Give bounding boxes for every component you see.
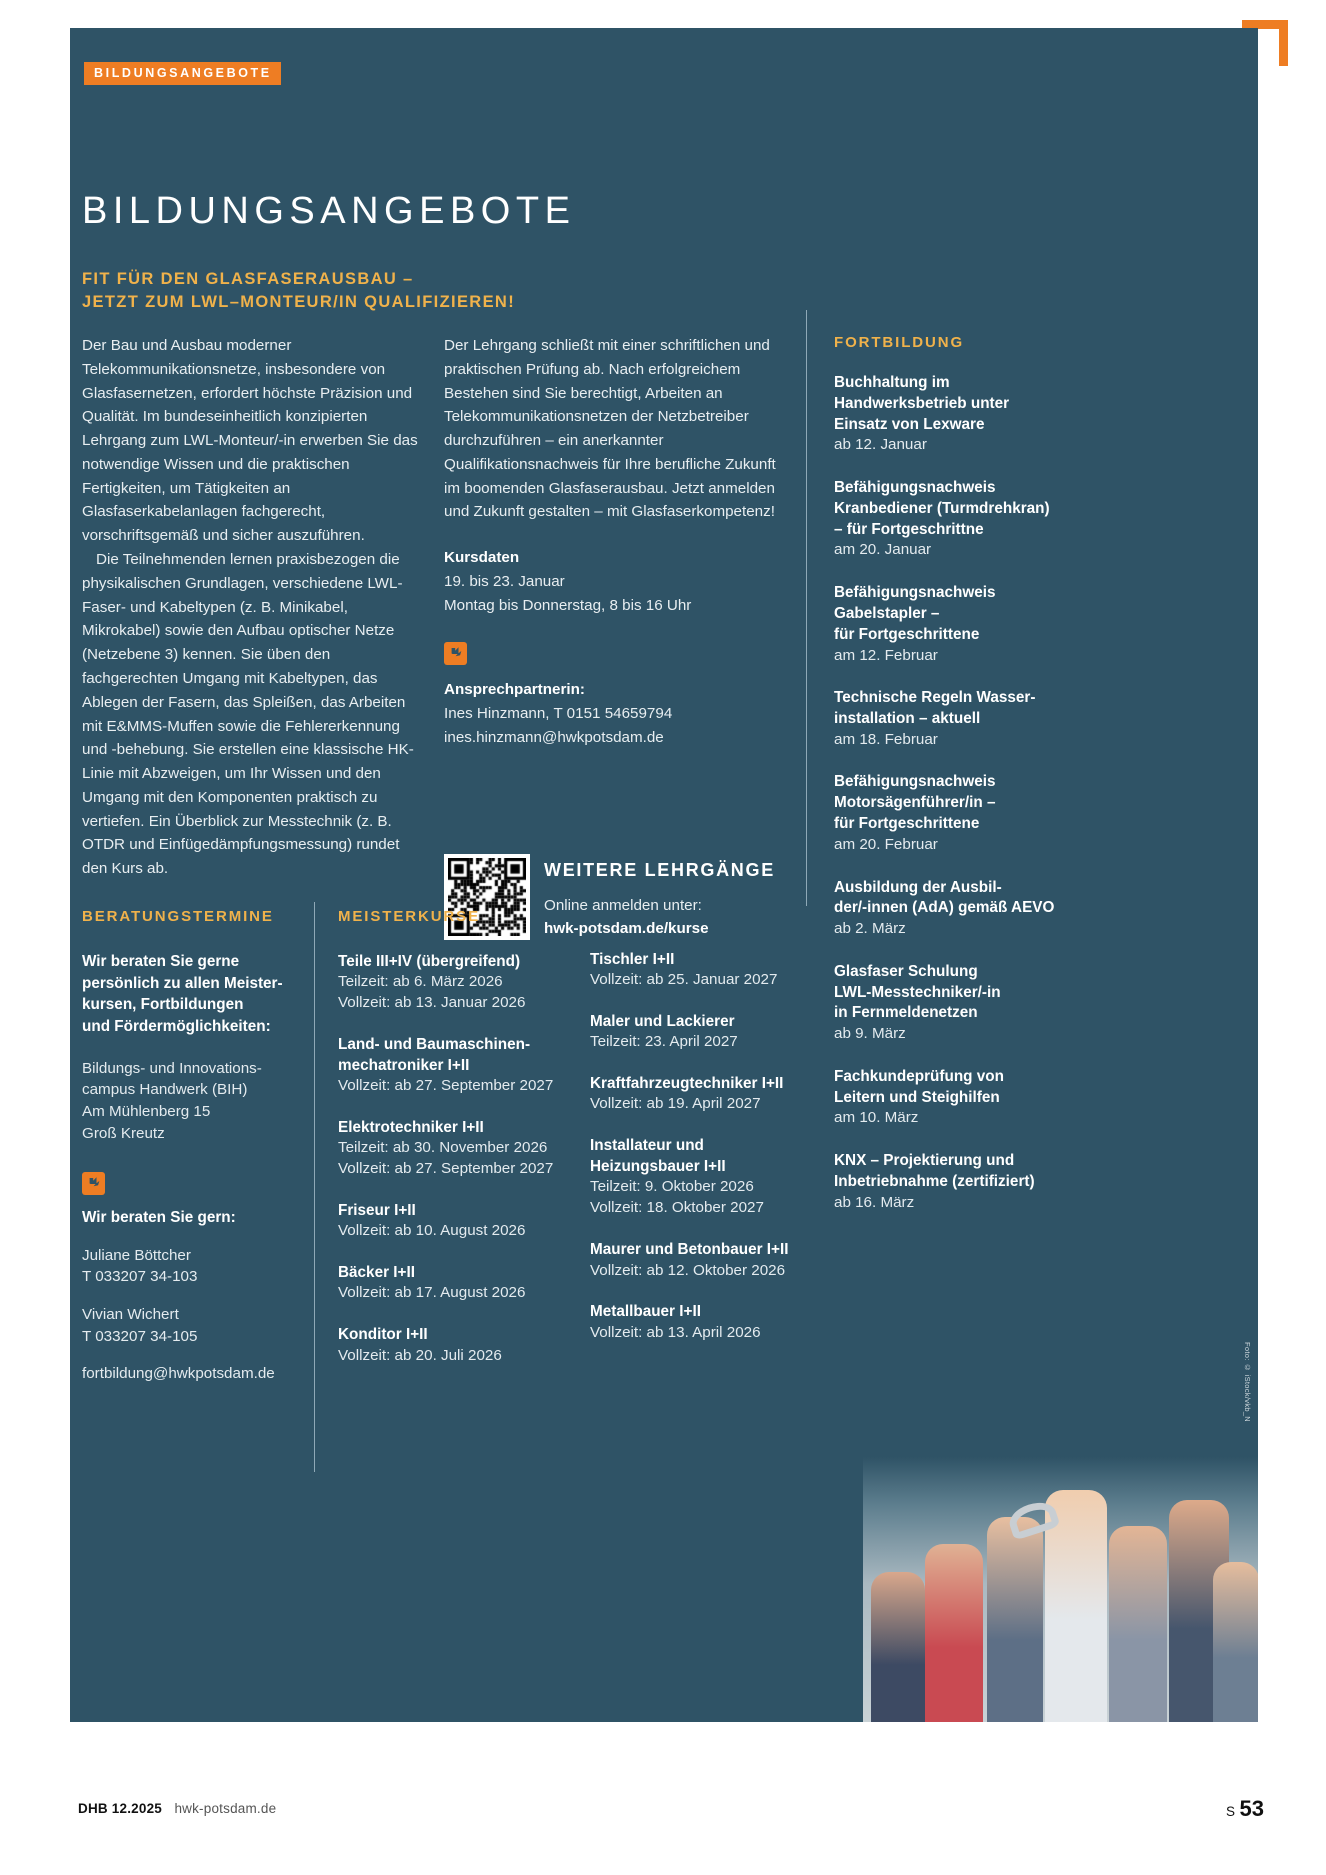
meisterkurs-title: Konditor I+II — [338, 1326, 428, 1344]
fortbildung-item-date: ab 2. März — [834, 920, 906, 938]
meisterkurs-schedule: Teilzeit: 23. April 2027 — [590, 1033, 738, 1051]
contact-phone-line: Ines Hinzmann, T 0151 54659794 — [444, 705, 673, 723]
article-paragraph-2: Die Teilnehmenden lernen praxisbezogen die physikalischen Grundlagen, verschiedene LWL-Faser- und Kabeltypen (z. B. Minikabel, Mikrokabel) sowie den Aufbau optischer Netze (Netzebene 3) kennen. Sie üben den fachgerechten Umgang mit Kabeltypen, das Ablegen der Fasern, das Spleißen, das Arbeiten mit E&MMS-Muffen sowie die Fehlererkennung und -behebung. Sie erstellen eine klassische HK-Linie mit Abzweigen, um Ihr Wissen und den Umgang mit den Komponenten praktisch zu vertiefen. Ein Überblick zur Messtechnik (z. B. OTDR und Einfügedämpfungsmessung) rundet den Kurs ab. — [82, 551, 414, 878]
meisterkurs-item[interactable] — [590, 1301, 822, 1343]
kursdaten-line-2: Montag bis Donnerstag, 8 bis 16 Uhr — [444, 596, 692, 614]
fortbildung-item[interactable] — [834, 373, 1084, 456]
page-title: BILDUNGSANGEBOTE — [82, 190, 576, 232]
fortbildung-item-title: Befähigungsnachweis Gabelstapler – für Fortgeschrittene — [834, 584, 996, 643]
beratung-contact-phone[interactable]: T 033207 34-103 — [82, 1268, 198, 1286]
kurse-url[interactable]: hwk-potsdam.de/kurse — [544, 919, 709, 937]
fortbildung-item[interactable] — [834, 478, 1084, 561]
meisterkurs-schedule: Vollzeit: ab 17. August 2026 — [338, 1284, 526, 1302]
fortbildung-item[interactable] — [834, 962, 1084, 1045]
beratung-contact-name: Vivian Wichert — [82, 1306, 179, 1324]
meisterkurs-item[interactable] — [338, 1324, 570, 1366]
meisterkurs-title: Land- und Baumaschinen- mechatroniker I+II — [338, 1036, 531, 1075]
fortbildung-list — [834, 373, 1084, 1213]
meisterkurs-title: Teile III+IV (übergreifend) — [338, 953, 521, 970]
fortbildung-heading: FORTBILDUNG — [834, 334, 965, 351]
weitere-lehrgaenge-heading: WEITERE LEHRGÄNGE — [544, 860, 775, 880]
article-kicker-line2: JETZT ZUM LWL–MONTEUR/IN QUALIFIZIEREN! — [82, 292, 516, 311]
fortbildung-item-title: Buchhaltung im Handwerksbetrieb unter Einsatz von Lexware — [834, 374, 1010, 433]
beratung-contact — [82, 1304, 304, 1347]
online-anmelden-label: Online anmelden unter: — [544, 897, 702, 914]
meisterkurs-title: Kraftfahrzeugtechniker I+II — [590, 1075, 784, 1093]
fortbildung-item-date: am 18. Februar — [834, 730, 938, 748]
vertical-divider-beratung — [314, 902, 315, 1472]
fortbildung-item-title: Technische Regeln Wasser- installation – aktuell — [834, 689, 1036, 727]
meisterkurs-title: Maurer und Betonbauer I+II — [590, 1241, 789, 1259]
photo-raised-fists — [863, 1457, 1258, 1722]
meisterkurs-schedule: Vollzeit: ab 13. April 2026 — [590, 1323, 761, 1341]
contact-heading: Ansprechpartnerin: — [444, 681, 585, 699]
footer-issue: DHB 12.2025 — [78, 1801, 162, 1816]
meisterkurs-item[interactable] — [338, 1262, 570, 1304]
meisterkurs-schedule: Teilzeit: ab 6. März 2026 — [338, 973, 503, 991]
article-paragraph-1: Der Bau und Ausbau moderner Telekommunikationsnetze, insbesondere von Glasfasernetzen, erfordert höchste Präzision und Qualität. Im bundeseinheitlich konzipierten Lehrgang zum LWL-Monteur/-in erwerben Sie das notwendige Wissen und die praktischen Fertigkeiten, um Tätigkeiten an Glasfaserkabelanlagen fachgerecht, vorschriftsgemäß und sicher auszuführen. — [82, 337, 418, 545]
vertical-divider-article — [806, 310, 807, 906]
fortbildung-item-date: am 20. Februar — [834, 835, 938, 853]
meisterkurs-schedule: Teilzeit: 9. Oktober 2026 — [590, 1178, 754, 1196]
meisterkurs-title: Tischler I+II — [590, 951, 675, 968]
arrow-pointer-icon-beratung — [82, 1172, 105, 1195]
beratungstermine-intro: Wir beraten Sie gerne persönlich zu allen Meister- kursen, Fortbildungen und Fördermöglichkeiten: — [82, 953, 283, 1036]
footer-url: hwk-potsdam.de — [174, 1801, 277, 1816]
fortbildung-item-date: am 20. Januar — [834, 541, 932, 559]
fortbildung-item-title: Ausbildung der Ausbil- der/-innen (AdA) gemäß AEVO — [834, 878, 1055, 917]
footer-right — [1226, 1796, 1264, 1822]
beratung-contact-name: Juliane Böttcher — [82, 1246, 191, 1264]
fortbildung-rail — [834, 334, 1084, 1235]
fortbildung-item-date: ab 16. März — [834, 1193, 915, 1211]
fortbildung-item[interactable] — [834, 1067, 1084, 1129]
meisterkurs-title: Bäcker I+II — [338, 1264, 415, 1282]
meisterkurs-item[interactable] — [590, 1073, 822, 1115]
fortbildung-item[interactable] — [834, 878, 1084, 940]
photo-credit: Foto: © iStock/vkb_N — [1243, 1341, 1252, 1422]
beratungstermine-heading: BERATUNGSTERMINE — [82, 908, 274, 925]
meisterkurs-item[interactable] — [338, 1200, 570, 1242]
meisterkurse-list-b — [590, 949, 822, 1344]
footer-page-number: 53 — [1239, 1796, 1264, 1821]
arrow-pointer-icon — [444, 642, 467, 665]
beratungstermine-column — [82, 908, 304, 1385]
meisterkurs-schedule: Vollzeit: ab 27. September 2027 — [338, 1160, 554, 1178]
meisterkurs-schedule: Vollzeit: ab 25. Januar 2027 — [590, 971, 778, 989]
meisterkurse-column-a — [338, 908, 570, 1387]
meisterkurs-item[interactable] — [590, 949, 822, 991]
kursdaten-heading: Kursdaten — [444, 549, 520, 567]
fortbildung-item-title: Befähigungsnachweis Kranbediener (Turmdrehkran) – für Fortgeschrittne — [834, 479, 1050, 538]
article-paragraph-3: Der Lehrgang schließt mit einer schriftlichen und praktischen Prüfung ab. Nach erfolgreichem Bestehen sind Sie berechtigt, Arbeiten an Telekommunikationsnetzen der Netzbetreiber durchzuführen – ein anerkannter Qualifikationsnachweis für Ihre berufliche Zukunft im boomenden Glasfaserausbau. Jetzt anmelden und Zukunft gestalten – mit Glasfaserkompetenz! — [444, 337, 776, 521]
main-panel — [70, 28, 1258, 1722]
beratung-contact-phone[interactable]: T 033207 34-105 — [82, 1327, 198, 1345]
meisterkurse-heading: MEISTERKURSE — [338, 908, 480, 925]
beratung-contact-heading: Wir beraten Sie gern: — [82, 1209, 236, 1227]
meisterkurs-item[interactable] — [338, 1117, 570, 1180]
meisterkurse-list-a — [338, 951, 570, 1367]
fortbildung-item-title: Befähigungsnachweis Motorsägenführer/in – für Fortgeschrittene — [834, 773, 996, 833]
meisterkurs-schedule: Vollzeit: ab 10. August 2026 — [338, 1222, 526, 1240]
fortbildung-item-title: KNX – Projektierung und Inbetriebnahme (zertifiziert) — [834, 1152, 1035, 1190]
meisterkurs-title: Metallbauer I+II — [590, 1303, 701, 1321]
section-eyebrow-tag: BILDUNGSANGEBOTE — [84, 62, 281, 85]
beratung-email[interactable]: fortbildung@hwkpotsdam.de — [82, 1365, 275, 1383]
kursdaten-line-1: 19. bis 23. Januar — [444, 573, 565, 591]
footer-left — [78, 1800, 276, 1818]
article-column-1 — [82, 334, 422, 881]
meisterkurs-schedule: Vollzeit: ab 13. Januar 2026 — [338, 994, 526, 1012]
article-kicker — [82, 268, 782, 314]
fortbildung-item[interactable] — [834, 772, 1084, 855]
meisterkurs-item[interactable] — [590, 1239, 822, 1281]
meisterkurs-item[interactable] — [590, 1135, 822, 1219]
meisterkurs-schedule: Vollzeit: ab 20. Juli 2026 — [338, 1346, 502, 1364]
meisterkurs-item[interactable] — [338, 951, 570, 1014]
fortbildung-item-date: am 10. März — [834, 1109, 919, 1127]
beratung-contact — [82, 1245, 304, 1288]
beratung-contact-list — [82, 1245, 304, 1347]
beratungstermine-address: Bildungs- und Innovations- campus Handwerk (BIH) Am Mühlenberg 15 Groß Kreutz — [82, 1059, 262, 1142]
article-kicker-line1: FIT FÜR DEN GLASFASERAUSBAU – — [82, 270, 414, 288]
meisterkurs-schedule: Vollzeit: 18. Oktober 2027 — [590, 1199, 764, 1217]
fortbildung-item-date: ab 9. März — [834, 1025, 906, 1043]
meisterkurs-schedule: Vollzeit: ab 19. April 2027 — [590, 1095, 761, 1113]
meisterkurs-schedule: Teilzeit: ab 30. November 2026 — [338, 1139, 548, 1157]
meisterkurs-item[interactable] — [338, 1034, 570, 1097]
fortbildung-item[interactable] — [834, 583, 1084, 666]
meisterkurse-column-b — [590, 908, 822, 1364]
footer-page-prefix: S — [1226, 1804, 1236, 1819]
fortbildung-item-date: ab 12. Januar — [834, 436, 927, 454]
fortbildung-item-date: am 12. Februar — [834, 646, 938, 664]
fortbildung-item-title: Glasfaser Schulung LWL-Messtechniker/-in in Fernmeldenetzen — [834, 962, 1001, 1022]
meisterkurs-title: Maler und Lackierer — [590, 1013, 735, 1031]
meisterkurs-title: Installateur und Heizungsbauer I+II — [590, 1137, 726, 1176]
fortbildung-item[interactable] — [834, 1151, 1084, 1213]
meisterkurs-schedule: Vollzeit: ab 12. Oktober 2026 — [590, 1261, 786, 1279]
meisterkurs-title: Friseur I+II — [338, 1202, 416, 1220]
meisterkurs-item[interactable] — [590, 1011, 822, 1053]
meisterkurs-title: Elektrotechniker I+II — [338, 1119, 484, 1137]
fortbildung-item-title: Fachkundeprüfung von Leitern und Steighilfen — [834, 1067, 1004, 1106]
meisterkurs-schedule: Vollzeit: ab 27. September 2027 — [338, 1077, 554, 1095]
article-column-2 — [444, 334, 789, 750]
fortbildung-item[interactable] — [834, 688, 1084, 750]
contact-email-line[interactable]: ines.hinzmann@hwkpotsdam.de — [444, 728, 664, 746]
